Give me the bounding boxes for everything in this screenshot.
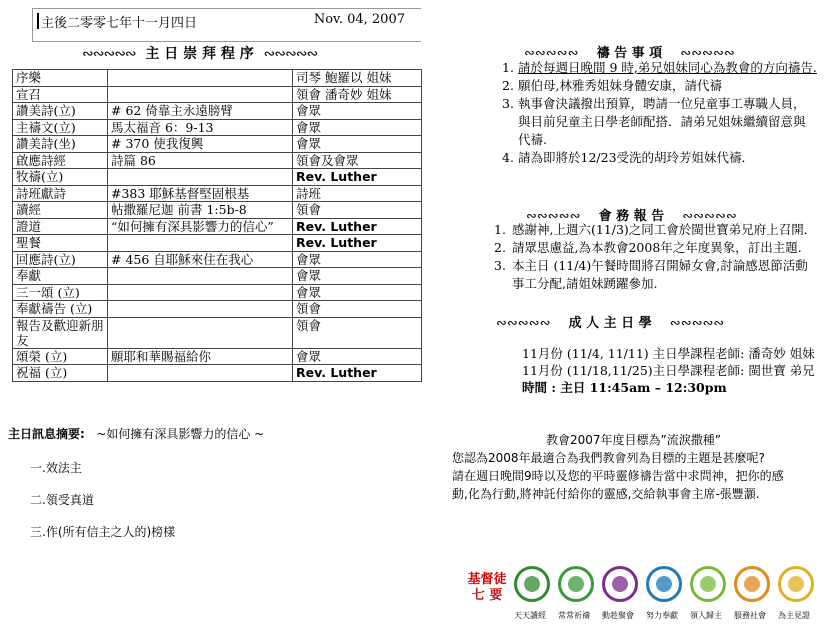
worship-leader: 會眾 bbox=[293, 348, 422, 365]
prayer-num: 3. bbox=[502, 96, 514, 111]
worship-row bbox=[13, 185, 422, 202]
worship-leader: 會眾 bbox=[293, 136, 422, 153]
worship-leader: 會眾 bbox=[293, 103, 422, 120]
prayer-num: 1. bbox=[502, 60, 514, 75]
sermon-summary bbox=[8, 425, 264, 442]
prayer-line: 執事會決議撥出預算，聘請一位兒童事工專職人員， bbox=[518, 96, 806, 111]
worship-leader: 會眾 bbox=[293, 284, 422, 301]
worship-leader: 司琴 鮑羅以 姐妹 bbox=[293, 70, 422, 87]
news-line: 感謝神,上週六(11/3)之同工會於閩世寶弟兄府上召開． bbox=[512, 222, 817, 237]
reading-bible-icon bbox=[514, 566, 550, 602]
worship-content bbox=[108, 301, 293, 318]
worship-row bbox=[13, 284, 422, 301]
ornament-right: ∾∾∾∾∾ bbox=[680, 46, 735, 61]
worship-row bbox=[13, 119, 422, 136]
worship-row bbox=[13, 169, 422, 186]
prayer-num: 4. bbox=[502, 150, 514, 165]
ornament-left: ∾∾∾∾∾ bbox=[526, 209, 581, 224]
prayer-line: 願伯母,林雅秀姐妹身體安康，請代禱 bbox=[518, 78, 722, 93]
worship-item: 頌榮 (立) bbox=[13, 348, 108, 365]
ornament-right: ∾∾∾∾∾ bbox=[682, 209, 737, 224]
worship-item: 主禱文(立) bbox=[13, 119, 108, 136]
witness-icon bbox=[778, 566, 814, 602]
worship-item: 聖餐 bbox=[13, 235, 108, 252]
worship-item: 啟應詩經 bbox=[13, 152, 108, 169]
worship-content: # 456 自耶穌來住在我心 bbox=[108, 251, 293, 268]
sermon-label: 主日訊息摘要: bbox=[8, 427, 85, 441]
worship-content bbox=[108, 169, 293, 186]
prayer-title-text: 禱 告 事 項 bbox=[596, 46, 663, 61]
sunday-school-time: 時間 : 主日 11:45am – 12:30pm bbox=[522, 380, 727, 395]
prayer-line: 請於每週日晚間 9 時,弟兄姐妹同心為教會的方向禱告. bbox=[518, 60, 817, 75]
goal-line: 請在週日晚間9時以及您的平時靈修禱告當中求問神，把你的感 bbox=[452, 469, 784, 483]
news-num: 3. bbox=[494, 258, 506, 273]
ornament-left: ∾∾∾∾∾ bbox=[496, 316, 551, 331]
gathering-icon bbox=[602, 566, 638, 602]
logo-label: 服務社會 bbox=[734, 611, 766, 620]
seven-essentials-icons bbox=[514, 566, 834, 626]
sermon-point: 三.作(所有信主之人的)榜樣 bbox=[30, 525, 176, 539]
news-num: 1. bbox=[494, 222, 506, 237]
news-title-text: 會 務 報 告 bbox=[598, 209, 665, 224]
prayer-line: 代禱. bbox=[518, 132, 547, 147]
worship-item: 證道 bbox=[13, 218, 108, 235]
icon-glyph bbox=[788, 576, 804, 592]
worship-content bbox=[108, 365, 293, 382]
icon-glyph bbox=[524, 576, 540, 592]
worship-row bbox=[13, 235, 422, 252]
worship-row bbox=[13, 268, 422, 285]
worship-row bbox=[13, 301, 422, 318]
icon-glyph bbox=[744, 576, 760, 592]
date-chinese: 主後二零零七年十一月四日 bbox=[41, 16, 198, 31]
worship-content bbox=[108, 284, 293, 301]
prayer-title bbox=[524, 42, 735, 61]
worship-content: 詩篇 86 bbox=[108, 152, 293, 169]
worship-row bbox=[13, 136, 422, 153]
date-header bbox=[32, 8, 421, 42]
worship-row bbox=[13, 348, 422, 365]
evangelism-icon bbox=[690, 566, 726, 602]
seven-essentials-title bbox=[462, 572, 512, 604]
worship-item: 讀經 bbox=[13, 202, 108, 219]
logo-label: 天天讀經 bbox=[514, 611, 546, 620]
worship-leader: 領會 bbox=[293, 202, 422, 219]
logo-label: 領人歸主 bbox=[690, 611, 722, 620]
goal-line: 您認為2008年最適合為我們教會列為目標的主題是甚麼呢? bbox=[452, 451, 765, 465]
worship-leader: 領會 bbox=[293, 317, 422, 348]
news-line: 請眾思慮益,為本教會2008年之年度異象，訂出主題. bbox=[512, 240, 802, 255]
goal-line: 動,化為行動,將神託付給你的靈感,交給執事會主席-張豐灝. bbox=[452, 487, 760, 501]
icon-glyph bbox=[568, 576, 584, 592]
worship-row bbox=[13, 365, 422, 382]
prayer-num: 2. bbox=[502, 78, 514, 93]
worship-title-text: 主 日 崇 拜 程 序 bbox=[145, 46, 254, 62]
worship-title bbox=[82, 43, 317, 63]
worship-item: 三一頌 (立) bbox=[13, 284, 108, 301]
ornament-right: ∾∾∾∾∾ bbox=[669, 316, 725, 331]
logo-label: 努力奉獻 bbox=[646, 611, 678, 620]
service-icon bbox=[734, 566, 770, 602]
sunday-school-line: 11月份 (11/4, 11/11) 主日學課程老師: 潘奇妙 姐妹 bbox=[522, 346, 815, 361]
worship-content: 帖撒羅尼迦 前書 1:5b-8 bbox=[108, 202, 293, 219]
worship-leader: Rev. Luther bbox=[293, 218, 422, 235]
praying-icon bbox=[558, 566, 594, 602]
worship-item: 報告及歡迎新朋友 bbox=[13, 317, 108, 348]
ornament-left: ∾∾∾∾∾ bbox=[82, 46, 136, 62]
worship-content: #383 耶穌基督堅固根基 bbox=[108, 185, 293, 202]
ornament-right: ∾∾∾∾∾ bbox=[263, 46, 318, 62]
worship-item: 祝福 (立) bbox=[13, 365, 108, 382]
worship-row bbox=[13, 86, 422, 103]
worship-content bbox=[108, 70, 293, 87]
worship-leader: 領會及會眾 bbox=[293, 152, 422, 169]
worship-row bbox=[13, 70, 422, 87]
worship-leader: 會眾 bbox=[293, 251, 422, 268]
worship-leader: 領會 bbox=[293, 301, 422, 318]
sunday-school-line: 11月份 (11/18,11/25)主日學課程老師: 閩世寶 弟兄 bbox=[522, 363, 815, 378]
worship-leader: 詩班 bbox=[293, 185, 422, 202]
worship-leader: Rev. Luther bbox=[293, 235, 422, 252]
worship-leader: 領會 潘奇妙 姐妹 bbox=[293, 86, 422, 103]
sunday-school-title bbox=[496, 312, 724, 331]
logo-label: 動趁聚會 bbox=[602, 611, 634, 620]
worship-content: “如何擁有深具影響力的信心” bbox=[108, 218, 293, 235]
worship-content: # 62 倚靠主永遠膀臂 bbox=[108, 103, 293, 120]
worship-row bbox=[13, 202, 422, 219]
worship-content bbox=[108, 317, 293, 348]
sermon-topic: ~如何擁有深具影響力的信心 ~ bbox=[96, 427, 265, 441]
worship-item: 牧禱(立) bbox=[13, 169, 108, 186]
worship-content bbox=[108, 268, 293, 285]
worship-item: 奉獻 bbox=[13, 268, 108, 285]
logo-title-line2: 七 要 bbox=[471, 588, 503, 603]
worship-item: 讚美詩(坐) bbox=[13, 136, 108, 153]
icon-glyph bbox=[656, 576, 672, 592]
logo-label: 常常祈禱 bbox=[558, 611, 590, 620]
worship-leader: 會眾 bbox=[293, 268, 422, 285]
worship-content: 馬太福音 6：9-13 bbox=[108, 119, 293, 136]
news-list bbox=[494, 222, 834, 294]
prayer-list bbox=[502, 60, 832, 170]
worship-item: 奉獻禱告 (立) bbox=[13, 301, 108, 318]
worship-row bbox=[13, 317, 422, 348]
ornament-left: ∾∾∾∾∾ bbox=[524, 46, 579, 61]
date-english: Nov. 04, 2007 bbox=[313, 12, 405, 27]
news-num: 2. bbox=[494, 240, 506, 255]
prayer-line: 與目前兒童主日學老師配搭．請弟兄姐妹繼續留意與 bbox=[518, 114, 806, 129]
sermon-point: 二.領受真道 bbox=[30, 493, 94, 507]
worship-item: 讚美詩(立) bbox=[13, 103, 108, 120]
worship-row bbox=[13, 218, 422, 235]
sermon-point: 一.效法主 bbox=[30, 461, 82, 475]
worship-leader: Rev. Luther bbox=[293, 365, 422, 382]
logo-title-line1: 基督徒 bbox=[467, 572, 507, 587]
worship-row bbox=[13, 103, 422, 120]
worship-content bbox=[108, 235, 293, 252]
sunday-school-title-text: 成 人 主 日 學 bbox=[568, 316, 652, 331]
icon-glyph bbox=[612, 576, 628, 592]
text-cursor bbox=[37, 13, 39, 29]
worship-row bbox=[13, 251, 422, 268]
worship-item: 回應詩(立) bbox=[13, 251, 108, 268]
worship-content: 願耶和華賜福給你 bbox=[108, 348, 293, 365]
worship-row bbox=[13, 152, 422, 169]
logo-label: 為主見證 bbox=[778, 611, 810, 620]
worship-item: 宣召 bbox=[13, 86, 108, 103]
sunday-school-info bbox=[522, 346, 832, 398]
offering-icon bbox=[646, 566, 682, 602]
worship-leader: Rev. Luther bbox=[293, 169, 422, 186]
worship-leader: 會眾 bbox=[293, 119, 422, 136]
goal-heading: 教會2007年度目標為”流淚撒種” bbox=[546, 433, 721, 447]
worship-content bbox=[108, 86, 293, 103]
prayer-line: 請為即將於12/23受洗的胡玲芳姐妹代禱． bbox=[518, 150, 755, 165]
worship-order-table bbox=[12, 69, 422, 382]
news-line: 事工分配,請姐妹踴躍參加. bbox=[512, 276, 658, 291]
worship-content: # 370 使我復興 bbox=[108, 136, 293, 153]
news-line: 本主日 (11/4)午餐時間將召開婦女會,討論感恩節活動 bbox=[512, 258, 808, 273]
worship-item: 詩班獻詩 bbox=[13, 185, 108, 202]
icon-glyph bbox=[700, 576, 716, 592]
worship-item: 序樂 bbox=[13, 70, 108, 87]
